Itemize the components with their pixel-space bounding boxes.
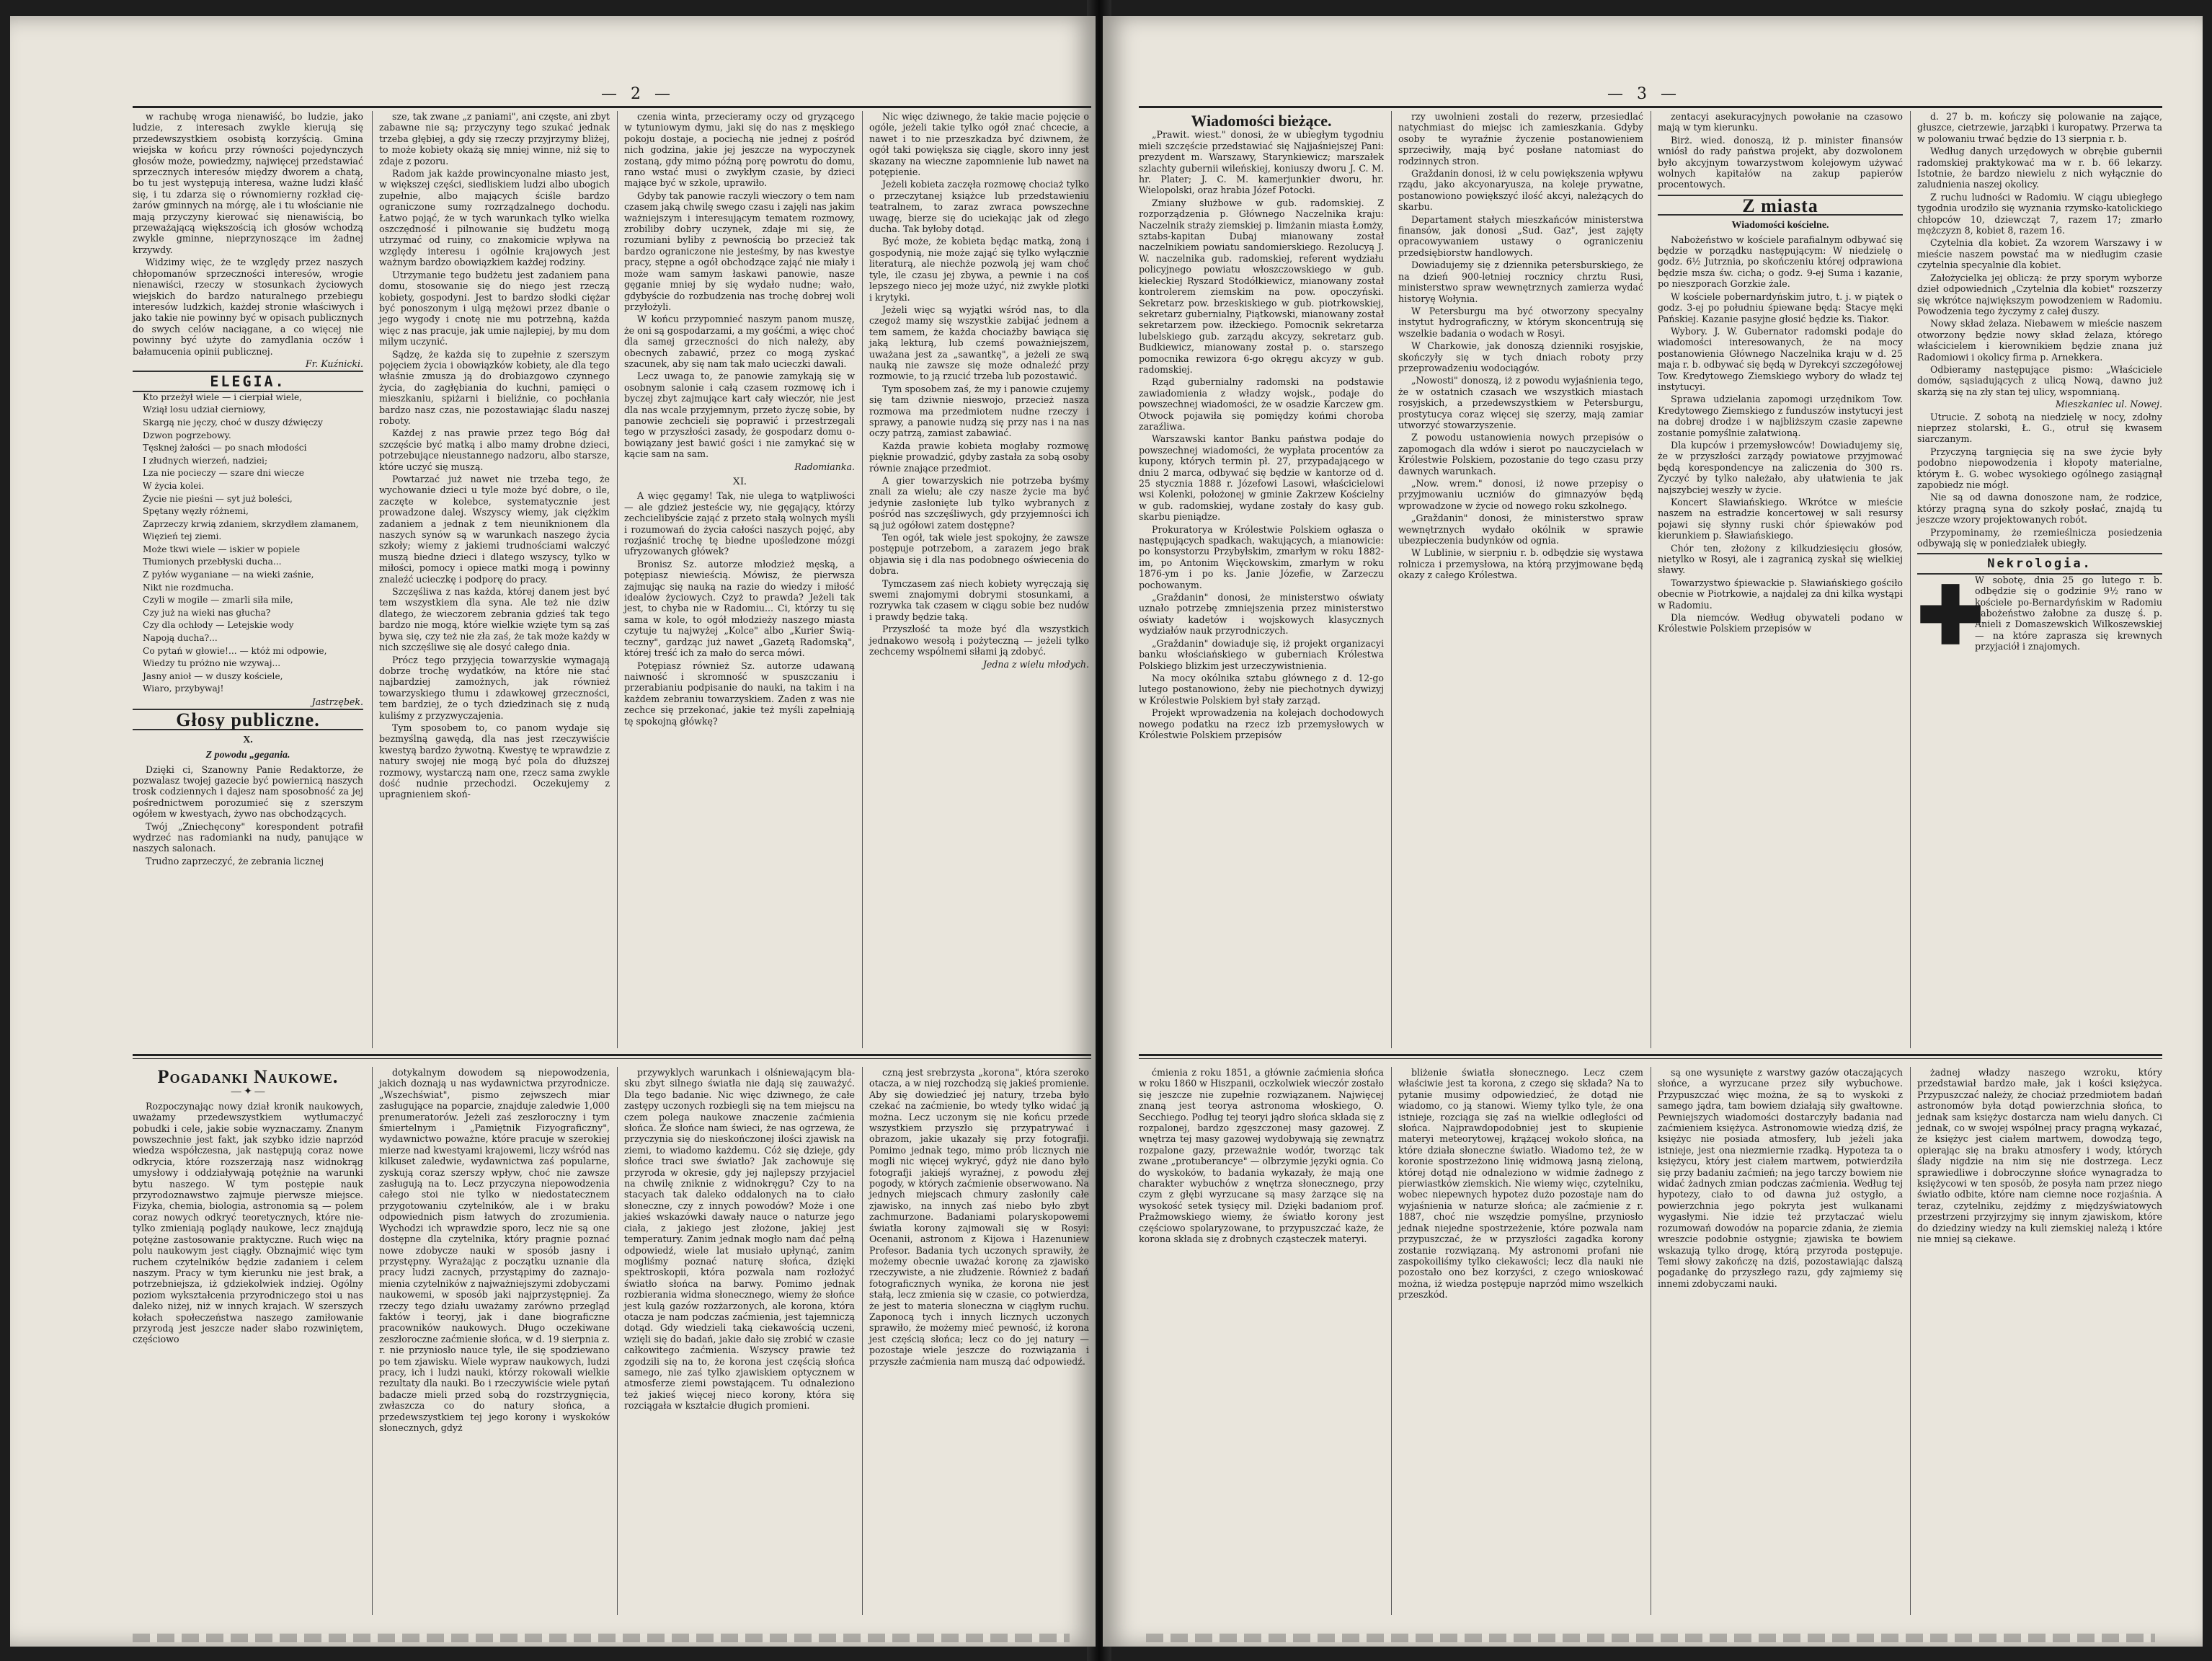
article-paragraph: czną jest srebrzysta „korona", która szeroko otacza, a w niej rozchodzą się jakieś promienie. Aby się dowiedzieć jej natury, trzeba było czekać na zaćmienie, bo wtedy tylko widać ją można. Lecz uczonym się nie końcu przede wszystkiem przyszło się przypatrywać i obrazom, jakie ukazały się przy fotografji. Pomimo jednak tego, mimo prób licznych nie mogli nic więcej wykryć, gdyż nie dano było fotografji jakiejś wyraźnej, z powodu złej pogody, w których zaćmienie obserwowano. Na jednych miejscach chmury zasłoniły całe zjawisko, na innych zaś niebo było zbyt zachmurzone. Badaniami polaryskopowemi światła korony zajmowali się w Rosyi: Ocenanii, astronom z Kijowa i Hazenuniew Profesor. Badania tych uczonych sprawiły, że możemy obecnie uważać koronę za zjawisko rzeczywiste, a nie złudzenie. Również z badań fotograficznych wynika, że korona nie jest stałą, lecz zmienia się w czasie, co potwierdza, że jest to materia słoneczna w ciągłym ruchu. Zaponocą tych i innych licznych uczonych sprawiło, że możemy mieć pewność, iż korona jest częścią słońca; lecz co do jej natury — pozostaje wiele jeszcze do rozwiązania i przyszłe zaćmienia nam muszą dać odpowiedź. <box>869 1067 1089 1367</box>
column-rule <box>372 111 373 1048</box>
column-rule <box>1910 111 1911 1048</box>
news-item: Dowiadujemy się z dziennika petersburskiego, że na dzień 900-letniej rocznicy chrztu Rusi, ministerstwo spraw wewnętrznych zamierza wydać historyę Wołynia. <box>1398 260 1643 304</box>
pogadanki-cont-column-1 <box>1139 1067 1384 1615</box>
poem-line: Tęsknej żałości — po snach młodości <box>143 443 307 453</box>
news-item: Z ruchu ludności w Radomiu. W ciągu ubiegłego tygodnia urodziło się wyznania rzymsko-katolickiego chłopców 10, dziewcząt 7, razem 17; zmarło mężczyzn 8, kobiet 8, razem 16. <box>1917 191 2162 236</box>
article-paragraph: Radom jak każde prowincyonalne miasto jest, w większej części, siedliskiem ludzi albo ubogich zupełnie, albo mających ściśle bardzo ograniczone sumy rozrządzalnego dochodu. Łatwo pojąć, że w tych warunkach tylko wielka oszczędność i pilnowanie się budżetu mogą utrzymać od ruiny, co znakomicie wpływa na względy interesu i ogólnie krajowych jest ważnym bardzo obowiązkiem każdej rodziny. <box>379 168 610 268</box>
right-column-1 <box>1139 111 1384 1048</box>
poem-line: Z pyłów wyganiane — na wieki zaśnie, <box>143 570 314 580</box>
news-item: Nabożeństwo w kościele parafialnym odbywać się będzie w porządku następującym: W niedzielę o godz. 6½ Jutrznia, po skończeniu której odprawiona będzie msza św. cicha; o godz. 9-ej Suma i kazanie, po nieszporach Gorzkie żale. <box>1658 234 1903 290</box>
article-paragraph: żadnej władzy naszego wzroku, który przedstawiał bardzo małe, jak i kości księżyca. Przypuszczać należy, że chociaż przedmiotem badań astronomów była dotąd powierzchnia słońca, to jednak sam księżyc dostarcza nam wielu danych. Ci jednak, co w swojej wspólnej pracy pragną wykazać, że księżyc jest ciałem martwem, dowodzą tego, opierając się na braku atmosfery i wody, których ślady nigdzie na nim się nie dostrzega. Lecz sprawiedliwe i dobroczynne słońce wynagradza to księżycowi w ten sposób, że posyła nam przez niego światło odbite, które nam ciemne noce rozjaśnia. A teraz, czytelniku, zejdźmy z międzyświatowych przestrzeni przyjrzyjmy się innym zjawiskom, które do dziedziny wiedzy na kuli ziemskiej należą i które nie mniej są ciekawe. <box>1917 1067 2162 1245</box>
news-item: „Now. wrem." donosi, iż nowe przepisy o przyjmowaniu uczniów do gimnazyów będą wprowadzone w życie od nowego roku szkolnego. <box>1398 478 1643 511</box>
article-paragraph: są one wysunięte z warstwy gazów otaczających słońce, a wyrzucane przez siły wybuchowe. Przypuszczać więc można, że są to wyskoki z samego jądra, tam bowiem działają siły gwałtowne. Pewniejszych wiadomości dostarczyły badania nad zaćmieniem księżyca. Astronomowie wiedzą dziś, że księżyc nie posiada atmosfery, lub jeżeli jaka istnieje, jest ona niezmiernie rzadką. Hypoteza ta o księżycu, który jest ciałem martwem, potwierdziła się przy badaniu zaćmień; na jego tarczy bowiem nie widać żadnych zmian podczas zaćmienia. Według tej hypotezy, ciało to od dawna już ostygło, a powierzchnia jego pokryta jest wulkanami wygasłymi. Nie idzie też przytaczać wielu rozumowań dowodów na poparcie zdania, że ziemia wreszcie podobnie ostygnie; zjawiska te bowiem wskazują tylko drogę, którą przyroda postępuje. Temi słowy zakończę na dziś, pozostawiając dalszą pogadankę do przyszłego razu, gdy zajmiemy się innemi zdobyczami nauki. <box>1658 1067 1903 1289</box>
section-rule <box>1139 1058 2162 1059</box>
page-edge-strip <box>1146 1634 2155 1642</box>
news-item: zentacyi asekuracyjnych powołanie na czasowo mają w tym kierunku. <box>1658 111 1903 133</box>
news-item: W Lublinie, w sierpniu r. b. odbędzie się wystawa rolnicza i przemysłowa, na którą przyjmowane będą okazy z całego Królestwa. <box>1398 547 1643 581</box>
poem-line: Jasny anioł — w duszy kościele, <box>143 670 283 681</box>
poem-line: I złudnych wierzeń, nadziei; <box>143 455 268 466</box>
news-item: Warszawski kantor Banku państwa podaje do powszechnej wiadomości, że wypłata procentów za kupony, których termin pł. 27, przypadającego w dniu 2 marca, odbywać się będzie w kantorze od d. 25 stycznia 1888 r. Józefowi Lasowi, właścicielowi wsi Kolenki, położonej w gminie Zakrzew Kościelny w gub. radomskiej, wydane zostały do kasy gub. skarbu pieniądze. <box>1139 433 1384 523</box>
article-paragraph: Szczęśliwa z nas każda, której danem jest być tem wszystkiem dla syna. Ale też nie dziw dlatego, że wieczorem zebrania gdzieś tak tego bardzo nie mogą, które wielkie wzięte tym są zaś bywa się, czy też nie zła zaś, że tak może każdy w nich szczęśliwe się ale dosyć całego dnia. <box>379 586 610 653</box>
right-column-4 <box>1917 111 2162 1048</box>
news-item: „Graždanin" donosi, że ministerstwo oświaty uznało potrzebę zmniejszenia przez ministerstwo oświaty kadetów i wojskowych klasycznych wydziałów nauk przyrodniczych. <box>1139 592 1384 637</box>
section-subtitle: Z powodu „gegania. <box>205 750 290 761</box>
ornament: — ✦ — <box>231 1086 265 1098</box>
article-paragraph: Ten ogół, tak wiele jest spokojny, że zawsze postępuje potrzebom, a zarazem jego brak objawia się i dla nas podobnego oświecenia do dobra. <box>869 532 1089 577</box>
poem-line: Czy dla ochłody — Letejskie wody <box>143 620 294 631</box>
section-rule <box>133 1054 1091 1056</box>
column-rule <box>617 1067 618 1615</box>
section-subtitle: Wiadomości kościelne. <box>1731 220 1829 231</box>
news-item: Rząd gubernialny radomski na podstawie zawiadomienia z władzy wojsk., podaje do powszechnej wiadomości, że w osadzie Karczew gm. Otwock pojawiła się pomiędzy końmi choroba zaraźliwa. <box>1139 376 1384 432</box>
column-rule <box>617 111 618 1048</box>
article-paragraph: Twój „Zniechęcony" korespondent potrafił wydrzeć nas radomianki na nudy, panujące w naszych salonach. <box>133 820 363 854</box>
article-paragraph: czenia winta, przecieramy oczy od gryzącego w tytuniowym dymu, jaki się do nas z męskiego pokoju dostaje, a pociechą nie jednej z pośród nich godzina, jakie jej jeszcze na wypoczynek zostaną, gdy mimo późną porę powrotu do domu, rano wstać musi o zwykłym czasie, by dzieci mające być w szkole, uprawiło. <box>624 111 855 189</box>
news-item: „Prawit. wiest." donosi, że w ubiegłym tygodniu mieli szczęście przedstawiać się Najjaśniejszej Pani: prezydent m. Warszawy, Starynkiewicz; marszałek szlachty gubernii wileńskiej, koniuszy dworu J. C. M. hr. Plater; J. C. M. kamerjunkier dworu, hr. Wielopolski, oraz hrabia Józef Potocki. <box>1139 129 1384 196</box>
left-column-1 <box>133 111 363 1048</box>
signature: Fr. Kuźnicki. <box>305 358 363 369</box>
header-rule <box>1139 106 2162 108</box>
poem-line: Może tkwi wiele — iskier w popiele <box>143 544 301 554</box>
news-item: „Graždanin" donosi, że ministerstwo spraw wewnętrznych wydało okólnik w sprawie ubezpieczenia budynków od ognia. <box>1398 513 1643 546</box>
article-paragraph: bliżenie światła słonecznego. Lecz czem właściwie jest ta korona, z czego się składa? Na to pytanie musimy odpowiedzieć, że dotąd nie wiadomo, co ją stanowi. Wiemy tylko tyle, że ona istnieje, rozciąga się zaś na wielkie odległości od słońca. Najprawdopodobniej jest to skupienie materyi meteorytowej, krążącej wokoło słońca, na które działa słoneczne światło. Wiadomo też, że w koronie spostrzeżono linię widmową jasną zieloną, której dotąd nie odnaleziono w widmie żadnego z pierwiastków ziemskich. Nie wiemy więc, czytelniku, wobec niepewnych hypotez dużo pozostaje nam do wyjaśnienia w naturze słońca; ale zaćmienie z r. 1887, choć nie wszędzie pomyślne, przyniosło jednak niejedne spostrzeżenie, które pozwala nam przypuszczać, że w przyszłości zagadka korony zostanie rozwiązaną. My astronomi profani nie zaspokoiliśmy tylko ciekawości; lecz dla nauki nie pozostało ono bez korzyści, z czego wnioskować można, iż wiedza postępuje naprzód mimo wszelkich przeszkód. <box>1398 1067 1643 1301</box>
poem-line: Czy już na wieki nas głucha? <box>143 607 271 618</box>
section-number: XI. <box>732 476 747 487</box>
section-title: Z miasta <box>1742 195 1818 216</box>
elegia-section <box>133 371 363 391</box>
article-paragraph: Jeżeli kobieta zaczęła rozmowę chociaż tylko o przeczytanej książce lub przedstawieniu teatralnem, to zaraz zwraca powszechne uwagę, bierze się do uciekając jak od złego ducha. Tak byłoby dotąd. <box>869 179 1089 235</box>
news-item: Przyczyną targnięcia się na swe życie były podobno niepowodzenia i kłopoty materialne, którym Ł. G. wobec wysokiego ogólnego zasiągnął zapobiedz nie mógł. <box>1917 446 2162 490</box>
news-item: W Petersburgu ma być otworzony specyalny instytut hydrograficzny, w którym skoncentrują się wszelkie badania o wodach w Rosyi. <box>1398 305 1643 339</box>
right-column-3 <box>1658 111 1903 1048</box>
section-rule <box>133 1058 1091 1059</box>
news-item: Według danych urzędowych w obrębie gubernii radomskiej praktykować ma w r. b. 66 lekarzy. Istotnie, że bardzo niewielu z nich wyłącznie do zaludnienia naszej okolicy. <box>1917 146 2162 190</box>
article-paragraph: A gier towarzyskich nie potrzeba byśmy znali za wielu; ale czy nasze życie ma być jedynie zasłonięte lub tylko wybranych z pośród nas szczęśliwych, gdy przyjemności ich są już ogółowi zatem dostępne? <box>869 475 1089 531</box>
section-rule <box>1139 1054 2162 1056</box>
article-paragraph: A więc gęgamy! Tak, nie ulega to wątpliwości — ale gdzież jesteście wy, nie gęgający, którzy zechcielibyście zająć z przeto stałą wolnych myśli i rozumowań do życia całości naszych pojęć, aby rozjaśnić trochę tę biedne upośledzone mózgi ufryzowanych główek? <box>624 490 855 557</box>
news-item: Założycielka jej obliczą: że przy sporym wyborze dzieł odpowiednich „Czytelnia dla kobiet" rozszerzy się wkrótce największym powodzeniem w Radomiu. Powodzenia tego życzymy z całej duszy. <box>1917 272 2162 316</box>
article-paragraph: sze, tak zwane „z paniami", ani częste, ani zbyt zabawne nie są; przyczyny tego szukać jednak trzeba głębiej, a gdy się rzeczy przyjrzymy bliżej, to może kobiety okażą się mniej winne, niż się to zdaje z pozoru. <box>379 111 610 167</box>
left-column-2 <box>379 111 610 1048</box>
news-item: Projekt wprowadzenia na kolejach dochodowych nowego podatku na rzecz izb przemysłowych w Królestwie Polskiem przepisów <box>1139 707 1384 740</box>
signature: Jedna z wielu młodych. <box>982 658 1089 670</box>
elegia-title: ELEGIA. <box>210 373 286 391</box>
news-item: Czytelnia dla kobiet. Za wzorem Warszawy i w mieście naszem powstać ma w niedługim czasie czytelnia specyalnie dla kobiet. <box>1917 237 2162 271</box>
news-item: Sprawa udzielania zapomogi urzędnikom Tow. Kredytowego Ziemskiego z funduszów instytucyi jest na dobrej drodze i w najbliższym czasie zapewne zostanie pomyślnie załatwioną. <box>1658 394 1903 438</box>
news-item: Towarzystwo śpiewackie p. Sławiańskiego gościło obecnie w Piotrkowie, a najdalej za dni kilka wystąpi w Radomiu. <box>1658 577 1903 611</box>
poem-line: Wiaro, przybywaj! <box>143 683 224 694</box>
article-paragraph: Powtarzać już nawet nie trzeba tego, że wychowanie dzieci u tyle może być dobre, o ile, zaczęte w kolebce, systematycznie jest prowadzone dalej. Wszyscy wiemy, jak ciężkim zadaniem a jednak z tem nieuniknionem dla naszych synów są w warunkach naszego życia szkoły; wiemy z jakiemi trudnościami walczyć muszą biedne dzieci i dlatego wszyscy, tylko w miłości, pomocy i opiece matki mogą i powinny znaleźć ucieczkę i podporę do pracy. <box>379 474 610 585</box>
news-item: „Nowosti" donoszą, iż z powodu wyjaśnienia tego, że w ostatnich czasach we wszystkich miastach rosyjskich, a przedewszystkiem w Petersburgu, prostytucya coraz więcej się szerzy, mają zamiar utworzyć stowarzyszenie. <box>1398 375 1643 430</box>
poem-line: Więzień tej ziemi. <box>143 531 222 542</box>
section-title: Nekrologia. <box>1987 557 2092 572</box>
news-item: Prokuratorya w Królestwie Polskiem ogłasza o następujących spadkach, wakujących, a mianowicie: po konsystorzu Przybyłskim, zmarłym w roku 1882-im, po Antonim Więckowskim, zmarłym w roku 1876-ym i po ks. Janie Józefie, w Zarzeczu pochowanym. <box>1139 523 1384 590</box>
article-paragraph: Rozpoczynając nowy dział kronik naukowych, uważamy przedewszystkiem wytłumaczyć pobudki i cele, jakie sobie wyznaczamy. Znanym powszechnie jest fakt, jak szybko idzie naprzód wiedza współczesna, jak następują coraz nowe odkrycia, które rozszerzają nasz widnokrąg umysłowy i oddziaływają potężnie na warunki bytu naszego. W tym postępie nauk przyrodoznawstwo zajmuje pierwsze miejsce. Fizyka, chemia, biologia, astronomia są — polem coraz nowych odkryć teoretycznych, które nietylko zmieniają poglądy naukowe, lecz znajdują potężne zastosowanie praktyczne. Ruch więc na polu naukowym jest ciągły. Obznajmić więc tym ruchem czytelników będzie zadaniem i celem naszym. Pracy w tym kierunku nie jest brak, a potrzebniejsza, iż gdziekolwiek indziej. Ogólny poziom wykształcenia przyrodniczego stoi u nas daleko niżej, niż w innych krajach. W szerszych kołach społeczeństwa naszego zamiłowanie przyrodą jest jeszcze nader słabo rozwiniętem, częściowo <box>133 1100 363 1345</box>
news-item: Z powodu ustanowienia nowych przepisów o zapomogach dla wdów i sierot po nauczycielach w Królestwie Polskiem, pozostanie do tego czasu przy dawnych warunkach. <box>1398 432 1643 477</box>
news-item: Chór ten, złożony z kilkudziesięciu głosów, nietylko w Rosyi, ale i zagranicą zyskał się wielkiej sławy. <box>1658 542 1903 576</box>
obituary-text: W sobotę, dnia 25 go lutego r. b. odbędzie się o godzinie 9½ rano w kościele po-Bernardyńskim w Radomiu nabożeństwo żałobne za duszę ś. p. Anieli z Domaszewskich Wilkoszewskiej — na które zaprasza się krewnych przyjaciół i znajomych. <box>1975 574 2162 652</box>
news-item: W Charkowie, jak donoszą dzienniki rosyjskie, skończyły się w tych dniach roboty przy przeprowadzeniu wodociągów. <box>1398 340 1643 373</box>
pogadanki-cont-column-4 <box>1917 1067 2162 1615</box>
z-miasta-header <box>1658 195 1903 216</box>
section-title: Głosy publiczne. <box>176 709 320 731</box>
article-paragraph: W końcu przypomnieć naszym panom muszę, że oni są gospodarzami, a my gośćmi, a więc choć dla samej grzeczności do nich należy, aby obecnych zabawić, przez co mogą zyskać szacunek, aby się nam tak mało ucieczki dawali. <box>624 314 855 369</box>
poem-line: Wziął losu udział cierniowy, <box>143 404 266 415</box>
nekrologia-notice <box>1917 568 2162 662</box>
article-paragraph: przywyklych warunkach i olśniewającym blasku zbyt silnego światła nie dają się zauważyć. Dla tego badanie. Nic więc dziwnego, że całe zastępy uczonych rozbiegli się na tem miejscu na czem polega naukowe znaczenie zaćmienia słońca. Że słońce nam świeci, że nas ogrzewa, że przyczynia się do nieskończonej ilości zjawisk na ziemi, to wiadomo każdemu. Cóż się dzieje, gdy słońce traci swe światło? Jak zachowuje się przyroda w okresie, gdy jej najlepszy przyjaciel na chwilę zniknie z widnokręgu? Czy to na stacyach tak daleko oddalonych na to ciało słoneczne, czy z innych powodów? Może i one jakieś wskazówki dawały nauce o naturze jego ciała, z jakiego jest złożone, jakiej jest temperatury. Zanim jednak mogło nam dać pełną odpowiedź, wiele lat musiało upłynąć, zanim mogliśmy poznać naturę słońca, dzięki spektroskopii, która pozwala nam rozłożyć światło słońca na barwy. Pomimo jednak rozbierania widma słonecznego, wiemy że słońce jest kulą gazów rozżarzonych, ale korona, która otacza je nam podczas zaćmienia, jest tajemniczą dotąd. Gdy wiedzieli taką ciekawością uczeni, wzięli się do badań, jakie dało się zrobić w czasie całkowitego zaćmienia. Wszyscy prawie też zgodzili się na to, że korona jest częścią słońca samego, nie zaś tylko zjawiskiem optycznem w atmosferze ziemi powstającem. Tu odnaleziono też jakieś więcej nieco korony, która się rozciągała w kształcie długich promieni. <box>624 1067 855 1412</box>
news-item: Graždanin donosi, iż w celu powiększenia wpływu rządu, jako akcyonaryusza, na koleje prywatne, postanowiono powiększyć ilość akcyi, należących do skarbu. <box>1398 168 1643 213</box>
article-paragraph: Tym sposobem to, co panom wydaje się bezmyślną gawędą, dla nas jest rzeczywiście kwestyą bardzo żywotną. Kwestyę te wprawdzie z natury swojej nie mogą być pola do dłuższej rozmowy, wystarczą nam one, rzecz sama zwykle dość nudnie przechodzi. Oczekujemy z upragnieniem skoń- <box>379 722 610 800</box>
poem-line: Nikt nie rozdmucha. <box>143 582 234 593</box>
news-item: Przypominamy, że rzemieślnicza posiedzenia odbywają się w poniedziałek ubiegły. <box>1917 526 2162 549</box>
article-paragraph: w rachubę wroga nienawiść, bo ludzie, jako ludzie, z interesach zwykle kierują się przedewszystkiem osobistą korzyścią. Gmina wiejska w końcu przy równości pojedynczych głosów może, powiedzmy, najwięcej przedstawiać sprzecznych interesów między dworem a chatą, bo tu jest występują interesa, ważne ludzi kłaść się, i tu zdarza się o równomierny rozkład ciężarów gminnych na mórgę, ale i tu włościanie nie mają przyczyny kierować się nienawiścią, bo przeważającą większością ich głosów wchodzą zwykle gminne, nieprzynoszące im żadnej krzywdy. <box>133 111 363 255</box>
poem-line: Skargą nie jęczy, choć w duszy dźwięczy <box>143 417 323 428</box>
left-column-4 <box>869 111 1089 1048</box>
news-item: Nowy skład żelaza. Niebawem w mieście naszem otworzony będzie nowy skład żelaza, którego właścicielem i kierownikiem będzie znana już Radomiowi i okolicy firma p. Arnekkera. <box>1917 318 2162 363</box>
article-paragraph: Utrzymanie tego budżetu jest zadaniem pana domu, stosowanie się do niego jest rzeczą kobiety, gospodyni. Jest to bardzo słodki ciężar być ponoszonym i ulgą mężowi przez dbanie o jego wygody i cnotę nie mu potrzebną, każda więc z nas pracuje, jak umie najlepiej, by mu dom milym uczynić. <box>379 269 610 347</box>
left-column-3 <box>624 111 855 1048</box>
news-item: „Graždanin" dowiaduje się, iż projekt organizacyi banku włościańskiego w guberniach Królestwa Polskiego blizkim jest urzeczywistnienia. <box>1139 637 1384 671</box>
news-item: Odbieramy następujące pismo: „Właściciele domów, sąsiadujących z ulicą Nową, dawno już skarżą się na zły stan tej ulicy, wspomnianą. <box>1917 363 2162 397</box>
page-number: — 2 — <box>601 85 675 103</box>
pogadanki-column-4 <box>869 1067 1089 1615</box>
news-item: Zmiany służbowe w gub. radomskiej. Z rozporządzenia p. Głównego Naczelnika kraju: Naczelnik straży ziemskiej p. limżanin miasta Łomży, sztabs-kapitan Dubaj mianowany został naczelnikiem powiatu sandomierskiego. Rezolucyą J. W. naczelnika gub. radomskiej, referent wydziału policyjnego powiatu włoszczowskiego w gub. kieleckiej Ryszard Stodółkiewicz, mianowany został kontrolerem ziemskim na pow. opoczyński. Sekretarz pow. brzeskiskiego w gub. piotrkowskiej, sekretarz gubernialny, Piątkowski, mianowany został sekretarzem pow. iłżeckiego. Pomocnik sekretarza lubelskiego gub. zarządu akcyzy, sekretarz gub. Budkiewicz, mianowany został p. o. starszego pomocnika rewizora 6-go okręgu akcyzy w gub. radomskiej. <box>1139 197 1384 375</box>
news-item: Nie są od dawna donoszone nam, że rodzice, którzy pragną syna do szkoły posłać, znajdą tu jeszcze wzory projektowanych robót. <box>1917 492 2162 526</box>
column-rule <box>1391 1067 1392 1615</box>
poem-line: Życie nie pieśni — syt już boleści, <box>143 493 293 504</box>
section-title: Wiadomości bieżące. <box>1191 112 1332 130</box>
news-item: Utrucie. Z sobotą na niedzielę w nocy, zdołny nieprzez stolarski, Ł. G., otruł się kwasem siarczanym. <box>1917 411 2162 445</box>
article-paragraph: Lecz uwaga to, że panowie zamykają się w osobnym salonie i całą czasem rozmowę ich i byczej zbyt zajmujące kart cały wieczór, nie jest dla nas wcale przyjemnym, przeto życzę sobie, by panowie zechcieli się poprawić i przestrzegali tego w przyszłości zasady, że gospodarz domu obowiązany jest bawić gości i nie zamykać się w kącie sam na sam. <box>624 371 855 460</box>
article-paragraph: Jeżeli więc są wyjątki wśród nas, to dla czegoż mamy się wszystkie zabijać jednem a tem samem, że każda chociażby bawiąca się jaką lekturą, lub czemś poważniejszem, uważana jest za „sawantkę", a jeżeli ze swą nauką nie zawsze się może odnaleźć przy rozmowie, to ją rzucić trzeba lub pozostawić. <box>869 304 1089 382</box>
column-rule <box>1910 1067 1911 1615</box>
article-paragraph: Sądzę, że każda się to zupełnie z szerszym pojęciem życia i obowiązków kobiety, ale dla tego właśnie zmusza ją do drobiazgowo czynnego życia, do zagłębiania do kuchni, pamięci o mieszkaniu, spiżarni i bieliźnie, co pochłania bardzo nasz czas, nie pozostawiając śladu naszej roboty. <box>379 348 610 426</box>
article-paragraph: Potępiasz również Sz. autorze udawaną naiwność i skromność w spuszczaniu i przerabianiu podpisanie do nauki, na takim i na każdem zebraniu towarzyskiem. Zaden z was nie zechce się przekonać, jakie też myśli zapełniają tę spokojną główkę? <box>624 660 855 727</box>
article-paragraph: Trudno zaprzeczyć, że zebrania licznej <box>146 855 324 867</box>
news-item: rzy uwolnieni zostali do rezerw, przesiedlać natychmiast do miejsc ich zamieszkania. Gdyby osoby te wyraźnie życzenie postanowieniem sprzeciwiły, mają być posłane natomiast do rodzinnych stron. <box>1398 111 1643 167</box>
news-item: d. 27 b. m. kończy się polowanie na zające, głuszce, cietrzewie, jarząbki i kuropatwy. Przerwa ta w polowaniu trwać będzie do 13 sierpnia r. b. <box>1917 111 2162 144</box>
article-paragraph: Być może, że kobieta będąc matką, żoną i gospodynią, nie może zająć się tylko wyłącznie literaturą, ale niechże pozwolą jej wam choć tyle, ile czasu jej zbywa, a pewnie i na coś lepszego nieco jej może użyć, niż zwykłe plotki i krytyki. <box>869 236 1089 303</box>
poem-line: Kto przeżył wiele — i cierpiał wiele, <box>143 391 303 402</box>
poem-line: Spętany węzły różnemi, <box>143 506 249 517</box>
poem-line: Lza nie pocieczy — szare dni wiecze <box>143 468 304 479</box>
poem-line: Czyli w mogile — zmarli siła mile, <box>143 595 293 606</box>
pogadanki-title: Pogadanki Naukowe. <box>157 1066 339 1087</box>
article-paragraph: dotykalnym dowodem są niepowodzenia, jakich doznają u nas wydawnictwa przyrodnicze. „Wszechświat", pismo zejwszech miar zasługujące na poparcie, znajduje zaledwie 1,000 prenumeratorów. Jeżeli zaś zeszłoroczny i tym śmiertelnym i „Pamiętnik Fizyograficzny", wydawnictwo poważne, które pracuje w szerokiej mierze nad kwestyami krajowemi, liczy wśród nas kilkuset zaledwie, wydawnictwa zaś popularne, zyskują coraz szerszy wpływ, choć nie zawsze zasługują na to. Lecz przyczyna niepowodzenia całego stoi nie tylko w niedostatecznem przygotowaniu czytelników, ale i w braku odpowiednich pism łatwych do zrozumienia. Wychodzi ich wprawdzie sporo, lecz nie są one dostępne dla czytelnika, który pragnie poznać nowe zdobycze nauki w sposób jasny i przystępny. Wyrażając z początku uznanie dla pracy ludzi zacnych, przystąpimy do zaznajomienia czytelników z najważniejszymi zdobyczami naukowemi, w sposób jaki najprzystępniej. Za rzeczy tego działu uważamy zarówno przegląd faktów i teoryj, jak i dane biograficzne pracowników naukowych. Długo oczekiwane zeszłoroczne zaćmienie słońca, w d. 19 sierpnia z. r. nie przyniosło nauce tyle, ile się spodziewano po tem zjawisku. Wiele wypraw naukowych, ludzi pracy, ich i ludzi nauki, którzy rokowali wielkie rezultaty dla nauki. Bo i rzeczywiście wiele pytań badacze mieli przed sobą do rozstrzygnięcia, zwłaszcza co do natury słońca, a przedewszystkiem tej jego korony i wyskoków słonecznych, gdyż <box>379 1067 610 1433</box>
article-paragraph: Nic więc dziwnego, że takie macie pojęcie o ogóle, jeżeli takie tylko ogół znać chcecie, a nawet i to nie przeszkadza być dziwnem, że ogół taki powiększa się ciągle, skoro inny jest skazany na wieczne zapomnienie lub nawet na potępienie. <box>869 111 1089 178</box>
news-item: Wybory. J. W. Gubernator radomski podaje do wiadomości interesowanych, że na mocy postanowienia Głównego Naczelnika kraju w d. 25 maja r. b. odbywać się będą w Dyrekcyi szczegółowej Tow. Kredytowego Ziemskiego wybory do władz tej instytucyi. <box>1658 325 1903 392</box>
section-number: X. <box>243 734 253 745</box>
article-paragraph: Tymczasem zaś niech kobiety wyręczają się swemi znajomymi dobrymi stosunkami, a rozrywka tak czasem w ciągu sobie bez nudów i prawdy będzie taką. <box>869 577 1089 622</box>
poem-line: Zaprzeczy krwią zdaniem, skrzydłem złamanem, <box>143 518 359 529</box>
poem-line: Wiedzy tu próżno nie wzywaj... <box>143 658 281 669</box>
column-rule <box>372 1067 373 1615</box>
signature: Radomianka. <box>794 461 855 472</box>
article-paragraph: Widzimy więc, że te względy przez naszych chłopomanów sprzeczności interesów, wrogie nienawiści, rzeczy w stosunkach życiowych wiejskich do bardzo naturalnego przebiegu interesów ludzkich, każdej stronie właściwych i jako takie nie powinny być w opisach publicznych do swych celów naciągane, a co więcej nie powinny być użyte do zamydlania oczów i bałamucenia opinii publicznej. <box>133 257 363 357</box>
article-paragraph: Tym sposobem zaś, że my i panowie czujemy się tam dziwnie nieswojo, przecież nasza rozmowa ma przedmiotem nudne rzeczy i sprawy, a panowie nudzą się przy nas i na nas oczy patrzą, zamiast zabawiać. <box>869 383 1089 439</box>
news-item: Dla niemców. Według obywateli podano w Królestwie Polskiem przepisów w <box>1658 612 1903 634</box>
header-rule <box>133 106 1091 108</box>
pogadanki-column-2 <box>379 1067 610 1615</box>
glosy-header <box>133 709 363 730</box>
right-column-2 <box>1398 111 1643 1048</box>
poem-line: W życia kolei. <box>143 480 205 491</box>
page-edge-strip <box>133 1634 1070 1642</box>
column-rule <box>862 1067 863 1615</box>
news-item: Departament stałych mieszkańców ministerstwa finansów, jak donosi „Sud. Gaz", jest zajęty opracowywaniem ustawy o ograniczeniu przedsiębiorstw handlowych. <box>1398 213 1643 258</box>
poem-line: Napoją ducha?... <box>143 633 218 644</box>
column-rule <box>1391 111 1392 1048</box>
article-paragraph: Bronisz Sz. autorze młodzież męską, a potępiasz niewieścią. Mówisz, że pierwsza zajmując się nauką na razie do wiedzy i miłość idealów życiowych. Czyż to prawda? Jeżeli tak jest, to chyba nie w Radomiu... Ci, którzy tu się sama w kole, to ogół młodzieży naszego miasta czytuje tu najwyżej „Kolce" albo „Kurier Świąteczny", gardząc już nawet „Gazetą Radomską", której treść ich za mało do serca mówi. <box>624 558 855 659</box>
pogadanki-column-3 <box>624 1067 855 1615</box>
article-paragraph: ćmienia z roku 1851, a głównie zaćmienia słońca w roku 1860 w Hiszpanii, oczkolwiek wieczór zostało się jeszcze nie zupełnie rozwiązanem. Najwięcej znaną jest teorya astronoma włoskiego, O. Secchiego. Podług tej teoryi jądro słońca składa się z rozpalonej, bardzo zgęszczonej masy gazowej. Z wnętrza tej masy gazowej wydobywają się zewnątrz rozpalone gazy, przeważnie wodór, tworząc tak zwane „protuberancye" — olbrzymie języki ognia. Co do wyskoków, to badania wykazały, że mają one charakter wybuchów z wnętrza słonecznego, przy czym z głębi wyrzucane są masy żarzące się na wysokość setek tysięcy mil. Dzięki badaniom prof. Pražmowskiego wiemy, że światło korony jest częściowo spolaryzowane, to przypuszczać każe, że korona składa się z drobnych cząsteczek materyi. <box>1139 1067 1384 1245</box>
pogadanki-cont-column-2 <box>1398 1067 1643 1615</box>
poem-line: Tłumionych przebłyski ducha... <box>143 557 282 567</box>
news-item: Birż. wied. donoszą, iż p. minister finansów wniósł do rady państwa projekt, aby dozwolonem było akcyjnym towarzystwom kolejowym używać wolnych kapitałów na zakup papierów procentowych. <box>1658 134 1903 190</box>
page-number: — 3 — <box>1607 85 1681 103</box>
poem <box>133 392 363 695</box>
article-paragraph: Każdej z nas prawie przez tego Bóg dał szczęście być matką i albo mamy drobne dzieci, potrzebujące nieustannego nadzoru, albo starsze, które uczyć się muszą. <box>379 428 610 472</box>
poem-line: Co pytań w głowie!... — któż mi odpowie, <box>143 645 327 656</box>
article-paragraph: Przyszłość ta może być dla wszystkich jednakowo wesołą i pożyteczną — jeżeli tylko zechcemy wspólnemi siłami ją zdobyć. <box>869 624 1089 657</box>
article-paragraph: Każda prawie kobieta mogłaby rozmowę pięknie prowadzić, gdyby zastała za sobą osoby równie znające przedmiot. <box>869 440 1089 474</box>
article-paragraph: Prócz tego przyjęcia towarzyskie wymagają dobrze trochę wydatków, na które nie stać najbardziej zamożnych, jak również towarzyskiego tłumu i zdawkowej grzeczności, tem bardziej, że o tych dziedzinach się z nudą kuliśmy z przyzwyczajenia. <box>379 654 610 721</box>
pogadanki-column-1 <box>133 1067 363 1615</box>
column-rule <box>862 111 863 1048</box>
article-paragraph: Gdyby tak panowie raczyli wieczory o tem nam czasem jaką chwilę swego czasu i zajęli nas jakim ważniejszym i interesującym tematem rozmowy, zrobiliby dobry uczynek, zdaje mi się, że rozumiani byliby z pewnością bo przecież tak bardzo ograniczone nie jesteśmy, by nas kwestye pracy, stępne a ogół obchodzące zająć nie miały i może wam samym łaskawi panowie, nasze gęganie mniej by się wydało nudne; wało, gdybyście do rozbudzenia nas trochę dobrej woli przyłożyli. <box>624 190 855 312</box>
news-item: Dla kupców i przemysłowców! Dowiadujemy się, że w przyszłości zarządy powiatowe przyjmować będą korespondencye na zaliczenia do 300 rs. Zyczyć by tylko należało, aby ułatwienia te jak najszybciej weszły w życie. <box>1658 439 1903 495</box>
news-item: W kościele pobernardyńskim jutro, t. j. w piątek o godz. 3-ej po południu śpiewane będą: Stacye męki Pańskiej. Kazanie pasyjne głosić będzie ks. Tiakor. <box>1658 291 1903 324</box>
cross-icon: ✚ <box>1917 568 1984 662</box>
right-page <box>1103 16 2203 1647</box>
pogadanki-cont-column-3 <box>1658 1067 1903 1615</box>
news-item: Na mocy okólnika sztabu głównego z d. 12-go lutego postanowiono, żeby nie piechotnych dywizyj w Królestwie Polskiem był stały zarząd. <box>1139 672 1384 706</box>
signature: Jastrzębek. <box>311 696 363 707</box>
news-item: Koncert Sławiańskiego. Wkrótce w mieście naszem na estradzie koncertowej w sali resursy pojawi się słynny ruski chór śpiewaków pod kierunkiem p. Sławiańskiego. <box>1658 497 1903 541</box>
article-paragraph: Dzięki ci, Szanowny Panie Redaktorze, że pozwalasz twojej gazecie być powiernicą naszych trosk codziennych i dajesz nam sposobność za jej pośrednictwem porozumieć się z szerszym ogółem w kwestyach, żywo nas obchodzących. <box>133 763 363 820</box>
poem-line: Dzwon pogrzebowy. <box>143 430 231 440</box>
left-page <box>10 16 1096 1647</box>
signature: Mieszkaniec ul. Nowej. <box>2055 399 2162 410</box>
